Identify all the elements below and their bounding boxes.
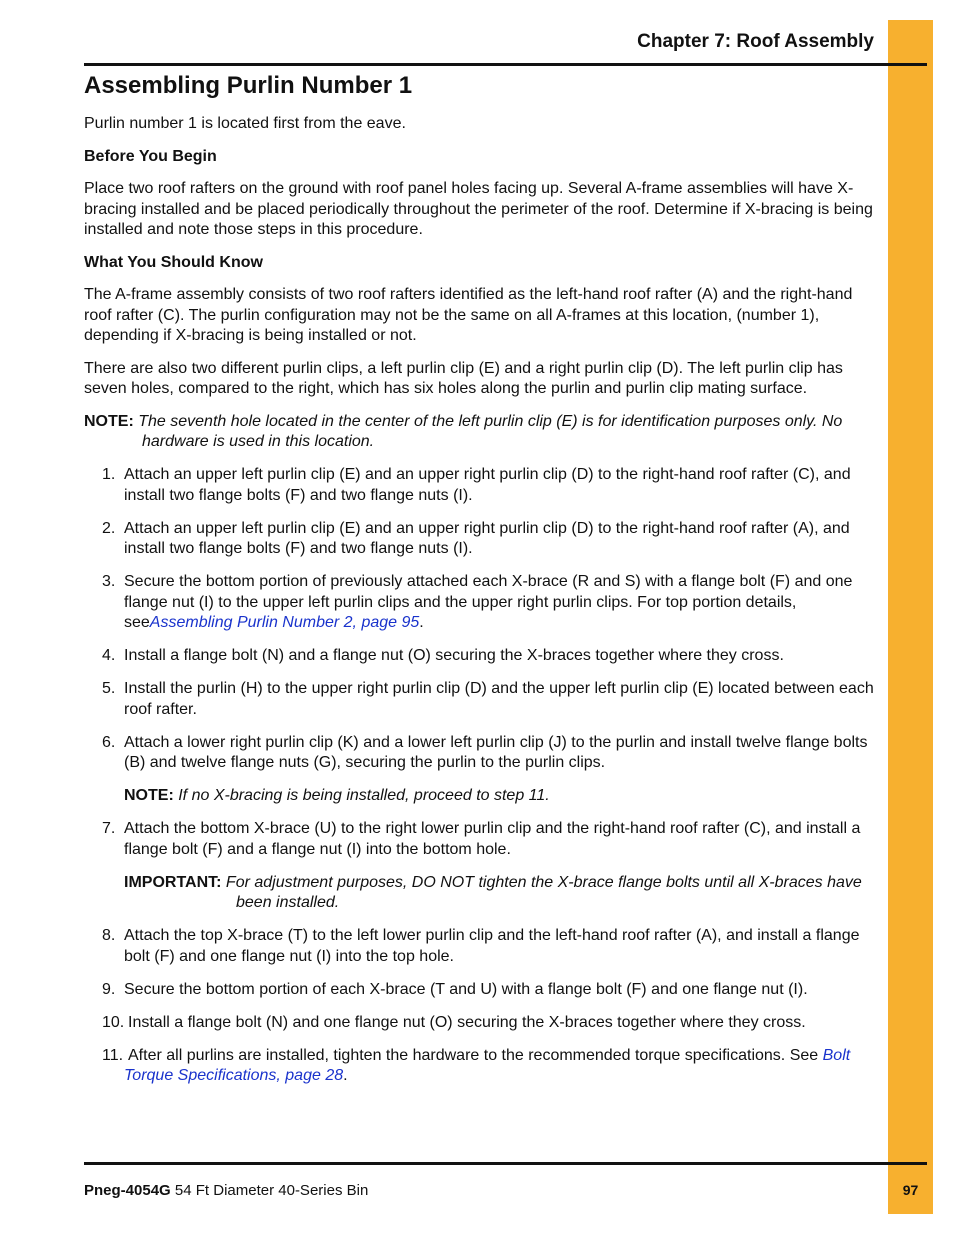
step-item	[84, 980, 876, 1001]
note-text: If no X-bracing is being installed, proceed to step 11.	[178, 787, 550, 804]
step-item	[84, 926, 876, 967]
step-number: 2.	[102, 519, 116, 537]
footer-rule	[84, 1162, 927, 1165]
step-number: 5.	[102, 680, 116, 697]
step-text-end: .	[419, 614, 424, 631]
before-paragraph: Place two roof rafters on the ground with roof panel holes facing up. Several A-frame assemblies will have X-bracing installed and be placed periodically throughout the perimeter of the roof. Determine if X-bracing is being installed and note those steps in this procedure.	[84, 180, 873, 238]
step-number: 9.	[102, 980, 116, 998]
know-paragraph-2: There are also two different purlin clips, a left purlin clip (E) and a right purlin clip (D). The left purlin clip has seven holes, compared to the right, which has six holes along the purlin and purlin clip mating surface.	[84, 359, 843, 397]
step-text: Install a flange bolt (N) and one flange nut (O) securing the X-braces together where they cross.	[128, 1013, 806, 1031]
step-number: 11.	[102, 1046, 124, 1064]
step-text: Attach an upper left purlin clip (E) and an upper right purlin clip (D) to the right-hand roof rafter (C), and install two flange bolts (F) and two flange nuts (I).	[124, 466, 851, 504]
step-item	[84, 519, 876, 560]
header-rule	[84, 63, 927, 66]
step-item	[84, 572, 876, 634]
step-item	[84, 646, 876, 667]
step-item	[84, 465, 876, 506]
step-text: Install a flange bolt (N) and a flange nut (O) securing the X-braces together where they cross.	[124, 647, 784, 664]
important-label: IMPORTANT:	[124, 873, 222, 891]
page-content	[84, 70, 876, 1099]
page-title: Assembling Purlin Number 1	[84, 72, 413, 99]
step-text: Attach an upper left purlin clip (E) and an upper right purlin clip (D) to the right-hand roof rafter (A), and install two flange bolts (F) and two flange nuts (I).	[124, 519, 850, 557]
note-label: NOTE:	[124, 787, 174, 804]
link-assembling-purlin-2[interactable]: Assembling Purlin Number 2, page 95	[149, 614, 420, 631]
procedure-steps	[84, 465, 876, 774]
step-number: 1.	[102, 466, 116, 483]
intro-paragraph: Purlin number 1 is located first from the eave.	[84, 115, 406, 132]
step-item	[84, 1046, 876, 1087]
step-number: 10.	[102, 1013, 125, 1031]
note-text: The seventh hole located in the center of the left purlin clip (E) is for identification purposes only. No hardware is used in this location.	[138, 412, 843, 450]
know-heading: What You Should Know	[84, 253, 263, 271]
step-item	[84, 733, 876, 774]
procedure-steps-final	[84, 926, 876, 1087]
note-label: NOTE:	[84, 412, 134, 430]
step-number: 3.	[102, 573, 116, 590]
step-text: Secure the bottom portion of previously attached each X-brace (R and S) with a flange bolt (F) and one flange nut (I) to the upper left purlin clips and the upper right purlin clips. For top portion details, see	[124, 573, 853, 631]
page-number: 97	[902, 1182, 919, 1198]
step-item	[84, 1013, 876, 1034]
step-text-end: .	[343, 1067, 348, 1084]
procedure-steps-continued	[84, 819, 876, 860]
step-number: 6.	[102, 733, 116, 751]
chapter-side-tab	[888, 20, 933, 1214]
important-text: For adjustment purposes, DO NOT tighten the X-brace flange bolts until all X-braces have been installed.	[225, 873, 862, 911]
step-text: After all purlins are installed, tighten the hardware to the recommended torque specifications. See	[128, 1046, 819, 1064]
know-paragraph-1: The A-frame assembly consists of two roof rafters identified as the left-hand roof rafter (A) and the right-hand roof rafter (C). The purlin configuration may not be the same on all A-frames at this location, (number 1), depending if X-bracing is being installed or not.	[84, 286, 853, 344]
step-item	[84, 819, 876, 860]
step-text: Attach a lower right purlin clip (K) and a lower left purlin clip (J) to the purlin and install twelve flange bolts (B) and twelve flange nuts (G), securing the purlin to the purlin clips.	[124, 733, 868, 771]
step-text: Attach the top X-brace (T) to the left lower purlin clip and the left-hand roof rafter (A), and install a flange bolt (F) and one flange nut (I) into the top hole.	[124, 927, 860, 965]
step-text: Secure the bottom portion of each X-brace (T and U) with a flange bolt (F) and one flange nut (I).	[124, 980, 808, 998]
footer-doc-title: 54 Ft Diameter 40-Series Bin	[174, 1182, 369, 1199]
link-bolt-torque-specs[interactable]: Bolt Torque Specifications, page 28	[124, 1046, 851, 1084]
important-note	[124, 873, 876, 914]
step-number: 8.	[102, 927, 116, 944]
step-text: Install the purlin (H) to the upper right purlin clip (D) and the upper left purlin clip (E) located between each roof rafter.	[124, 680, 874, 718]
footer-document	[84, 1182, 368, 1199]
step-item	[84, 679, 876, 720]
step-text: Attach the bottom X-brace (U) to the right lower purlin clip and the right-hand roof rafter (C), and install a flange bolt (F) and a flange nut (I) into the bottom hole.	[124, 820, 861, 858]
footer-doc-id: Pneg-4054G	[84, 1182, 171, 1199]
note-no-x-bracing	[124, 786, 876, 807]
step-number: 4.	[102, 647, 116, 664]
note-identification	[84, 412, 876, 453]
before-heading: Before You Begin	[84, 147, 217, 165]
chapter-heading: Chapter 7: Roof Assembly	[637, 31, 874, 52]
step-number: 7.	[102, 820, 116, 837]
